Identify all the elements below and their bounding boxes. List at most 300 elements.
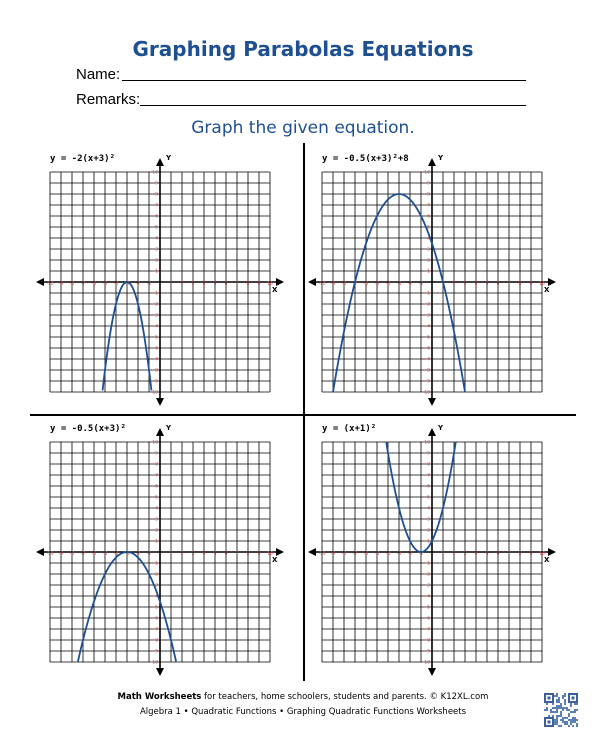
qr-module: [552, 703, 554, 705]
x-tick-label: 9: [257, 282, 261, 287]
x-tick-label: -8: [69, 282, 75, 287]
x-tick-label: -10: [318, 282, 326, 287]
graph-panel-4: [304, 416, 574, 681]
qr-module: [558, 725, 560, 727]
y-tick-label: -2: [425, 302, 430, 308]
qr-module: [562, 717, 564, 719]
x-tick-label: -9: [58, 282, 64, 287]
x-tick-label: 5: [485, 552, 489, 557]
x-axis-label: X: [272, 556, 278, 564]
x-tick-label: 3: [191, 552, 195, 557]
name-field[interactable]: [76, 66, 120, 83]
x-tick-label: 1: [169, 552, 173, 557]
x-tick-label: 6: [496, 552, 500, 557]
qr-module: [546, 703, 548, 705]
x-tick-label: 6: [224, 552, 228, 557]
y-tick-label: -3: [425, 313, 430, 319]
qr-module: [564, 721, 566, 723]
qr-module: [572, 721, 574, 723]
x-tick-label: 6: [224, 282, 228, 287]
y-tick-label: -6: [425, 616, 430, 622]
remarks-label: Remarks:: [76, 91, 141, 108]
qr-module: [552, 707, 554, 709]
x-tick-label: 2: [180, 552, 184, 557]
x-tick-label: 5: [485, 282, 489, 287]
coordinate-grid: [304, 416, 574, 681]
qr-module: [560, 703, 562, 705]
y-tick-label: -5: [425, 605, 430, 611]
y-tick-label: -8: [153, 368, 158, 374]
x-axis-arrow: [276, 278, 284, 286]
qr-module: [546, 707, 548, 709]
qr-module: [564, 695, 566, 697]
y-tick-label: 5: [427, 225, 430, 231]
x-tick-label: -10: [46, 282, 54, 287]
x-tick-label: -5: [374, 552, 380, 557]
y-tick-label: -4: [153, 324, 158, 330]
x-tick-label: -9: [330, 552, 336, 557]
x-tick-label: -3: [124, 552, 130, 557]
qr-module: [558, 715, 560, 717]
y-tick-label: 2: [427, 258, 430, 264]
x-tick-label: 4: [474, 282, 478, 287]
x-axis-label: X: [544, 556, 550, 564]
y-tick-label: 8: [155, 462, 158, 468]
x-tick-label: 3: [463, 552, 467, 557]
y-tick-label: -3: [153, 583, 158, 589]
qr-module: [562, 721, 564, 723]
y-tick-label: 9: [155, 181, 158, 187]
remarks-field[interactable]: [76, 91, 140, 108]
y-tick-label: -1: [153, 291, 158, 297]
x-tick-label: -4: [113, 552, 119, 557]
qr-module: [560, 725, 562, 727]
qr-module: [570, 705, 572, 707]
y-tick-label: -10: [422, 390, 430, 396]
y-tick-label: 8: [427, 462, 430, 468]
equation-label: y = -2(x+3)²: [50, 154, 116, 164]
qr-module: [574, 721, 576, 723]
qr-finder: [548, 721, 551, 724]
y-tick-label: 3: [427, 517, 430, 523]
x-tick-label: -2: [135, 552, 141, 557]
y-tick-label: 6: [427, 484, 430, 490]
y-tick-label: 5: [427, 495, 430, 501]
qr-module: [566, 709, 568, 711]
qr-module: [568, 719, 570, 721]
y-tick-label: 9: [427, 181, 430, 187]
qr-module: [566, 723, 568, 725]
y-tick-label: -5: [153, 335, 158, 341]
y-tick-label: -2: [153, 572, 158, 578]
x-axis-arrow: [548, 548, 556, 556]
coordinate-grid: [32, 146, 302, 411]
qr-module: [572, 717, 574, 719]
x-tick-label: -1: [146, 552, 152, 557]
y-tick-label: 1: [427, 539, 430, 545]
qr-module: [564, 699, 566, 701]
qr-module: [556, 695, 558, 697]
x-tick-label: -4: [113, 282, 119, 287]
qr-module: [554, 707, 556, 709]
y-axis-arrow: [428, 158, 436, 166]
qr-module: [572, 711, 574, 713]
x-tick-label: 8: [246, 282, 250, 287]
y-tick-label: -7: [425, 627, 430, 633]
qr-module: [570, 723, 572, 725]
qr-module: [568, 713, 570, 715]
x-tick-label: -3: [396, 282, 402, 287]
qr-module: [576, 719, 578, 721]
y-tick-label: 4: [427, 506, 430, 512]
qr-module: [572, 719, 574, 721]
y-tick-label: -3: [425, 583, 430, 589]
y-tick-label: -9: [153, 649, 158, 655]
equation-label: y = -0.5(x+3)²+8: [322, 154, 409, 164]
y-tick-label: 10: [152, 440, 158, 446]
x-tick-label: -8: [341, 552, 347, 557]
x-axis-arrow: [308, 548, 316, 556]
y-tick-label: 7: [427, 203, 430, 209]
x-tick-label: 7: [507, 282, 511, 287]
y-tick-label: 7: [427, 473, 430, 479]
x-tick-label: -9: [330, 282, 336, 287]
x-tick-label: 4: [202, 282, 206, 287]
qr-module: [564, 701, 566, 703]
equation-label: y = -0.5(x+3)²: [50, 424, 126, 434]
qr-module: [550, 711, 552, 713]
qr-module: [560, 713, 562, 715]
footer-brand: Math Worksheets: [117, 692, 202, 702]
y-tick-label: 1: [427, 269, 430, 275]
x-tick-label: -6: [91, 552, 97, 557]
y-axis-label: Y: [438, 154, 444, 162]
x-axis-arrow: [548, 278, 556, 286]
qr-module: [560, 707, 562, 709]
qr-module: [554, 719, 556, 721]
y-tick-label: -1: [153, 561, 158, 567]
x-tick-label: -5: [374, 282, 380, 287]
y-tick-label: -7: [425, 357, 430, 363]
qr-module: [566, 721, 568, 723]
y-tick-label: 5: [155, 495, 158, 501]
y-tick-label: -2: [153, 302, 158, 308]
coordinate-grid: [304, 146, 574, 411]
y-tick-label: -9: [425, 379, 430, 385]
y-tick-label: -3: [153, 313, 158, 319]
qr-module: [562, 707, 564, 709]
y-tick-label: 2: [155, 528, 158, 534]
y-tick-label: 4: [155, 236, 158, 242]
y-tick-label: 4: [427, 236, 430, 242]
x-axis-arrow: [308, 278, 316, 286]
y-tick-label: -8: [153, 638, 158, 644]
y-tick-label: 7: [155, 473, 158, 479]
y-tick-label: -7: [153, 357, 158, 363]
x-tick-label: -6: [363, 552, 369, 557]
qr-module: [566, 717, 568, 719]
qr-module: [556, 723, 558, 725]
x-axis-arrow: [36, 548, 44, 556]
qr-module: [560, 719, 562, 721]
y-tick-label: 3: [155, 247, 158, 253]
graph-panel-2: [304, 146, 574, 411]
x-tick-label: 7: [235, 282, 239, 287]
qr-module: [552, 715, 554, 717]
y-tick-label: -5: [425, 335, 430, 341]
qr-module: [574, 717, 576, 719]
x-tick-label: -2: [407, 282, 413, 287]
x-tick-label: 1: [441, 282, 445, 287]
y-axis-label: Y: [166, 424, 172, 432]
y-axis-arrow: [156, 158, 164, 166]
x-tick-label: -5: [102, 282, 108, 287]
y-axis-arrow: [156, 428, 164, 436]
qr-module: [564, 723, 566, 725]
qr-module: [576, 725, 578, 727]
x-tick-label: 10: [539, 552, 545, 557]
y-tick-label: 3: [427, 247, 430, 253]
y-tick-label: 8: [155, 192, 158, 198]
x-tick-label: -3: [124, 282, 130, 287]
x-tick-label: 9: [529, 552, 533, 557]
qr-module: [556, 719, 558, 721]
x-tick-label: -1: [146, 282, 152, 287]
qr-module: [554, 721, 556, 723]
y-tick-label: -10: [422, 660, 430, 666]
qr-module: [556, 709, 558, 711]
x-tick-label: 8: [246, 552, 250, 557]
y-tick-label: 10: [424, 440, 430, 446]
x-tick-label: 6: [496, 282, 500, 287]
qr-module: [576, 723, 578, 725]
qr-module: [546, 709, 548, 711]
x-tick-label: -2: [135, 282, 141, 287]
qr-module: [556, 715, 558, 717]
x-tick-label: 8: [518, 552, 522, 557]
y-tick-label: -4: [153, 594, 158, 600]
y-tick-label: 9: [427, 451, 430, 457]
qr-module: [568, 725, 570, 727]
x-tick-label: -9: [58, 552, 64, 557]
qr-module: [568, 709, 570, 711]
x-tick-label: -10: [46, 552, 54, 557]
coordinate-grid: [32, 416, 302, 681]
x-axis-arrow: [276, 548, 284, 556]
name-label: Name:: [76, 66, 121, 83]
qr-module: [560, 711, 562, 713]
y-tick-label: -1: [425, 561, 430, 567]
x-tick-label: 9: [529, 282, 533, 287]
y-tick-label: 10: [152, 170, 158, 176]
qr-module: [558, 699, 560, 701]
equation-label: y = (x+1)²: [322, 424, 377, 434]
x-tick-label: -7: [352, 552, 358, 557]
x-tick-label: -7: [80, 552, 86, 557]
x-tick-label: -1: [418, 552, 424, 557]
name-line: [122, 80, 526, 81]
x-tick-label: 4: [202, 552, 206, 557]
y-axis-arrow: [428, 668, 436, 676]
qr-module: [572, 725, 574, 727]
y-tick-label: -9: [425, 649, 430, 655]
x-tick-label: -2: [407, 552, 413, 557]
qr-module: [574, 711, 576, 713]
y-tick-label: 4: [155, 506, 158, 512]
y-tick-label: 7: [155, 203, 158, 209]
footer-text: for teachers, home schoolers, students and parents. © K12XL.com: [201, 692, 489, 702]
y-tick-label: 5: [155, 225, 158, 231]
qr-module: [558, 705, 560, 707]
qr-module: [556, 721, 558, 723]
graph-panel-3: [32, 416, 302, 681]
x-tick-label: 7: [507, 552, 511, 557]
qr-module: [564, 707, 566, 709]
y-tick-label: 6: [427, 214, 430, 220]
qr-module: [568, 715, 570, 717]
y-axis-arrow: [156, 668, 164, 676]
x-tick-label: -4: [385, 282, 391, 287]
qr-module: [556, 707, 558, 709]
qr-module: [554, 695, 556, 697]
x-tick-label: -6: [91, 282, 97, 287]
qr-module: [556, 711, 558, 713]
qr-module: [550, 709, 552, 711]
footer-topic: Algebra 1 • Quadratic Functions • Graphing Quadratic Functions Worksheets: [139, 707, 467, 717]
y-axis-arrow: [428, 398, 436, 406]
x-axis-label: X: [272, 286, 278, 294]
qr-module: [562, 709, 564, 711]
qr-module: [560, 715, 562, 717]
x-tick-label: 3: [191, 282, 195, 287]
x-tick-label: -3: [396, 552, 402, 557]
y-tick-label: -6: [153, 346, 158, 352]
y-tick-label: 8: [427, 192, 430, 198]
x-tick-label: 2: [452, 552, 456, 557]
x-tick-label: -7: [80, 282, 86, 287]
qr-module: [558, 707, 560, 709]
x-tick-label: 10: [539, 282, 545, 287]
x-tick-label: 3: [463, 282, 467, 287]
qr-module: [558, 697, 560, 699]
y-tick-label: -5: [153, 605, 158, 611]
y-axis-label: Y: [166, 154, 172, 162]
y-tick-label: 9: [155, 451, 158, 457]
y-tick-label: 6: [155, 484, 158, 490]
qr-module: [562, 697, 564, 699]
y-tick-label: -10: [150, 660, 158, 666]
qr-module: [576, 709, 578, 711]
qr-module: [564, 703, 566, 705]
qr-module: [570, 703, 572, 705]
qr-module: [576, 703, 578, 705]
qr-module: [562, 719, 564, 721]
qr-module: [574, 719, 576, 721]
qr-module: [554, 723, 556, 725]
qr-module: [552, 711, 554, 713]
x-axis-arrow: [36, 278, 44, 286]
qr-module: [548, 715, 550, 717]
x-tick-label: -8: [341, 282, 347, 287]
y-axis-arrow: [428, 428, 436, 436]
qr-module: [562, 695, 564, 697]
y-axis-label: Y: [438, 424, 444, 432]
qr-finder: [548, 697, 551, 700]
y-tick-label: -6: [153, 616, 158, 622]
qr-module: [556, 699, 558, 701]
qr-code-icon: [544, 693, 578, 727]
y-tick-label: 3: [155, 517, 158, 523]
qr-module: [566, 707, 568, 709]
y-tick-label: 6: [155, 214, 158, 220]
qr-module: [558, 701, 560, 703]
instruction-text: Graph the given equation.: [191, 118, 415, 138]
x-tick-label: 8: [518, 282, 522, 287]
y-tick-label: -8: [425, 638, 430, 644]
x-tick-label: 2: [452, 282, 456, 287]
x-tick-label: -1: [418, 282, 424, 287]
qr-module: [560, 705, 562, 707]
x-tick-label: 10: [267, 552, 273, 557]
y-tick-label: -9: [153, 379, 158, 385]
x-tick-label: 1: [169, 282, 173, 287]
y-tick-label: -10: [150, 390, 158, 396]
x-tick-label: -10: [318, 552, 326, 557]
x-tick-label: -7: [352, 282, 358, 287]
y-tick-label: 1: [155, 539, 158, 545]
x-tick-label: 5: [213, 552, 217, 557]
y-tick-label: 10: [424, 170, 430, 176]
remarks-line: [140, 105, 526, 106]
qr-module: [564, 693, 566, 695]
x-axis-label: X: [544, 286, 550, 294]
x-tick-label: -4: [385, 552, 391, 557]
qr-module: [564, 717, 566, 719]
y-tick-label: 2: [427, 528, 430, 534]
qr-finder: [572, 697, 575, 700]
x-tick-label: 4: [474, 552, 478, 557]
graph-panel-1: [32, 146, 302, 411]
qr-module: [570, 711, 572, 713]
qr-module: [554, 711, 556, 713]
y-tick-label: -2: [425, 572, 430, 578]
x-tick-label: 2: [180, 282, 184, 287]
x-tick-label: 9: [257, 552, 261, 557]
y-tick-label: -8: [425, 368, 430, 374]
qr-module: [574, 703, 576, 705]
x-tick-label: -6: [363, 282, 369, 287]
qr-module: [556, 701, 558, 703]
x-tick-label: 7: [235, 552, 239, 557]
x-tick-label: -5: [102, 552, 108, 557]
qr-module: [556, 717, 558, 719]
page-title: Graphing Parabolas Equations: [132, 37, 474, 61]
y-tick-label: -4: [425, 324, 430, 330]
y-tick-label: -6: [425, 346, 430, 352]
y-axis-arrow: [156, 398, 164, 406]
qr-module: [574, 709, 576, 711]
x-tick-label: 10: [267, 282, 273, 287]
x-tick-label: 5: [213, 282, 217, 287]
qr-module: [556, 705, 558, 707]
qr-module: [570, 721, 572, 723]
y-tick-label: -4: [425, 594, 430, 600]
y-tick-label: -7: [153, 627, 158, 633]
qr-module: [556, 693, 558, 695]
x-tick-label: 1: [441, 552, 445, 557]
y-tick-label: 1: [155, 269, 158, 275]
qr-module: [570, 719, 572, 721]
